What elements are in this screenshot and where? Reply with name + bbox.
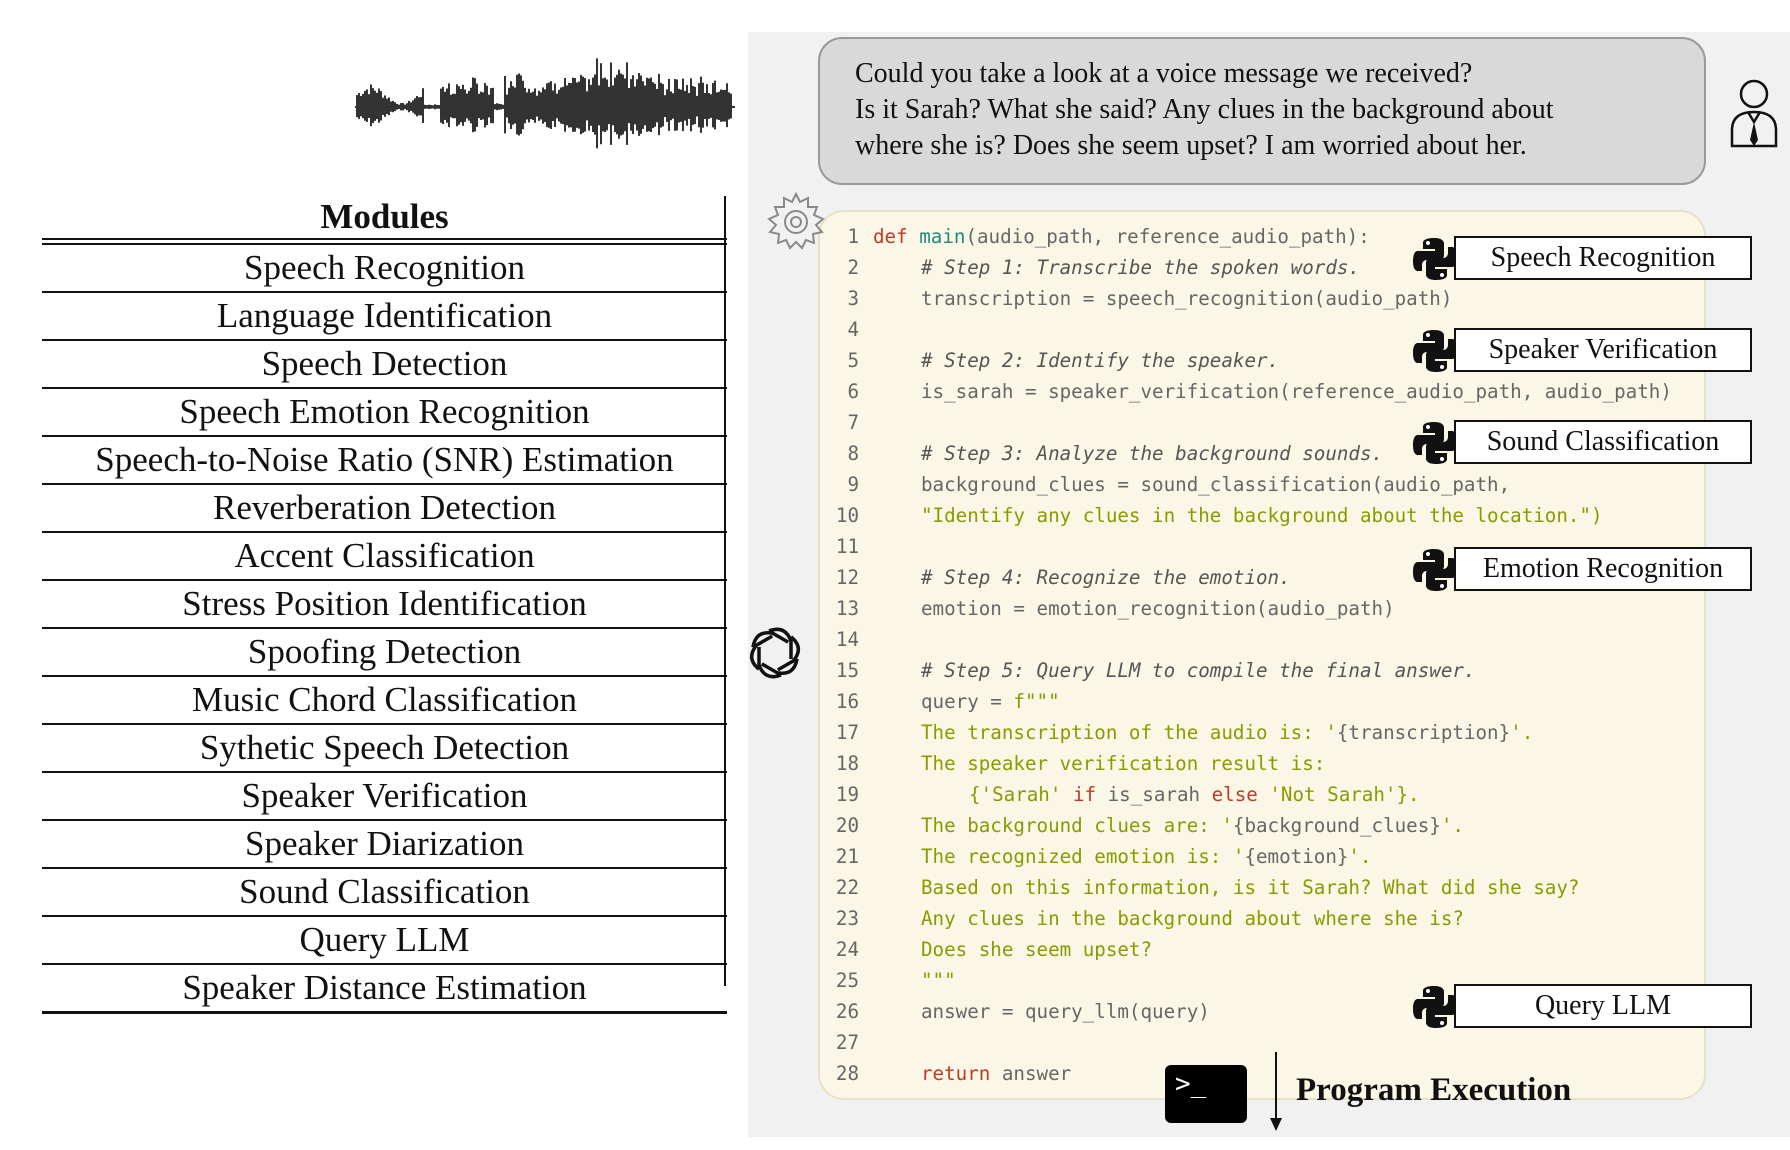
code-line — [835, 562, 1291, 593]
code-comment: # Step 5: Query LLM to compile the final answer. — [921, 659, 1476, 682]
code-text: is_sarah = speaker_verification(reference_audio_path, audio_path) — [921, 380, 1672, 403]
modules-list — [42, 245, 727, 1014]
code-text: {transcription} — [1336, 721, 1511, 744]
module-row: Speech Recognition — [42, 245, 727, 293]
code-string: Any clues in the background about where she is? — [921, 907, 1464, 930]
line-number: 7 — [847, 411, 859, 434]
module-row: Reverberation Detection — [42, 485, 727, 533]
line-number: 23 — [835, 907, 859, 930]
code-line — [835, 283, 1452, 314]
line-number: 2 — [847, 256, 859, 279]
callout-speaker-verification — [1412, 328, 1757, 372]
code-line — [835, 934, 1152, 965]
code-comment: # Step 1: Transcribe the spoken words. — [921, 256, 1360, 279]
code-keyword: else — [1211, 783, 1258, 806]
line-number: 5 — [847, 349, 859, 372]
line-number: 3 — [847, 287, 859, 310]
line-number: 16 — [835, 690, 859, 713]
code-string: The background clues are: ' — [921, 814, 1233, 837]
code-string: f""" — [1013, 690, 1060, 713]
code-args: (audio_path, reference_audio_path): — [965, 225, 1370, 248]
code-text: emotion = emotion_recognition(audio_path) — [921, 597, 1395, 620]
callout-speech-recognition — [1412, 236, 1757, 280]
user-icon — [1728, 78, 1780, 148]
line-number: 14 — [835, 628, 859, 651]
line-number: 21 — [835, 845, 859, 868]
module-row: Speaker Verification — [42, 773, 727, 821]
line-number: 8 — [847, 442, 859, 465]
code-comment: # Step 3: Analyze the background sounds. — [921, 442, 1384, 465]
line-number: 9 — [847, 473, 859, 496]
code-text: query = — [921, 690, 1014, 713]
code-string: The transcription of the audio is: ' — [921, 721, 1337, 744]
code-text: {background_clues} — [1232, 814, 1441, 837]
module-row: Sound Classification — [42, 869, 727, 917]
code-line — [835, 903, 1464, 934]
code-string: Based on this information, is it Sarah? What did she say? — [921, 876, 1580, 899]
line-number: 20 — [835, 814, 859, 837]
line-number: 17 — [835, 721, 859, 744]
code-line — [835, 593, 1395, 624]
query-line: Is it Sarah? What she said? Any clues in the background about — [855, 94, 1554, 125]
module-row: Speaker Diarization — [42, 821, 727, 869]
code-keyword: if — [1072, 783, 1097, 806]
module-row: Accent Classification — [42, 533, 727, 581]
python-logo-icon — [1412, 547, 1458, 593]
module-row: Query LLM — [42, 917, 727, 965]
line-number: 28 — [835, 1062, 859, 1085]
program-execution-label: Program Execution — [1296, 1072, 1572, 1108]
callout-query-llm — [1412, 984, 1757, 1028]
code-line — [835, 779, 1420, 810]
code-string: "Identify any clues in the background about the location.") — [921, 504, 1603, 527]
code-line — [835, 810, 1464, 841]
line-number: 26 — [835, 1000, 859, 1023]
line-number: 11 — [835, 535, 859, 558]
code-line — [835, 841, 1372, 872]
code-line — [835, 996, 1210, 1027]
code-string: '. — [1348, 845, 1372, 868]
code-keyword: def — [873, 225, 908, 248]
code-text: background_clues = sound_classification(audio_path, — [921, 473, 1511, 496]
code-comment: # Step 4: Recognize the emotion. — [921, 566, 1291, 589]
code-line — [835, 872, 1579, 903]
code-line — [835, 717, 1533, 748]
code-line — [835, 748, 1325, 779]
line-number: 6 — [847, 380, 859, 403]
code-string: The recognized emotion is: ' — [921, 845, 1245, 868]
line-number: 4 — [847, 318, 859, 341]
code-string: {'Sarah' — [969, 783, 1073, 806]
module-row: Spoofing Detection — [42, 629, 727, 677]
python-logo-icon — [1412, 328, 1458, 374]
gear-icon — [764, 190, 828, 254]
header-divider — [42, 238, 727, 245]
callout-label: Emotion Recognition — [1454, 547, 1752, 591]
module-row: Speech Detection — [42, 341, 727, 389]
code-line — [835, 686, 1060, 717]
terminal-glyph: >_ — [1175, 1069, 1207, 1099]
line-number: 15 — [835, 659, 859, 682]
table-right-border — [724, 196, 726, 986]
line-number: 25 — [835, 969, 859, 992]
query-line: Could you take a look at a voice message we received? — [855, 58, 1473, 89]
code-line — [835, 407, 859, 438]
code-line — [835, 1058, 1071, 1089]
openai-logo-icon — [744, 622, 806, 684]
module-row: Stress Position Identification — [42, 581, 727, 629]
callout-label: Sound Classification — [1454, 420, 1752, 464]
modules-title: Modules — [320, 197, 449, 236]
line-number: 19 — [835, 783, 859, 806]
code-string: '. — [1510, 721, 1534, 744]
line-number: 22 — [835, 876, 859, 899]
code-line — [835, 500, 1603, 531]
code-text: answer — [990, 1062, 1072, 1085]
query-line: where she is? Does she seem upset? I am worried about her. — [855, 130, 1527, 161]
code-line — [835, 252, 1360, 283]
down-arrow-icon — [1268, 1052, 1284, 1132]
callout-label: Query LLM — [1454, 984, 1752, 1028]
code-text: answer = query_llm(query) — [921, 1000, 1210, 1023]
line-number: 24 — [835, 938, 859, 961]
code-line — [835, 469, 1510, 500]
code-function: main — [919, 225, 966, 248]
python-logo-icon — [1412, 420, 1458, 466]
module-row: Speaker Distance Estimation — [42, 965, 727, 1014]
code-line — [835, 531, 859, 562]
module-row: Speech-to-Noise Ratio (SNR) Estimation — [42, 437, 727, 485]
line-number: 12 — [835, 566, 859, 589]
line-number: 18 — [835, 752, 859, 775]
module-row: Language Identification — [42, 293, 727, 341]
code-text: is_sarah — [1096, 783, 1212, 806]
callout-label: Speaker Verification — [1454, 328, 1752, 372]
user-query-text — [855, 56, 1670, 164]
callout-emotion-recognition — [1412, 547, 1757, 591]
line-number: 1 — [847, 225, 859, 248]
code-text: {emotion} — [1244, 845, 1349, 868]
code-line — [835, 965, 956, 996]
module-row: Speech Emotion Recognition — [42, 389, 727, 437]
code-keyword: return — [921, 1062, 991, 1085]
modules-table — [42, 196, 727, 1014]
code-string: """ — [921, 969, 956, 992]
python-logo-icon — [1412, 236, 1458, 282]
code-string: 'Not Sarah'}. — [1257, 783, 1420, 806]
code-text: transcription = speech_recognition(audio_path) — [921, 287, 1453, 310]
code-line — [835, 221, 1370, 252]
code-string: '. — [1440, 814, 1464, 837]
line-number: 27 — [835, 1031, 859, 1054]
module-row: Music Chord Classification — [42, 677, 727, 725]
terminal-icon — [1165, 1065, 1247, 1123]
line-number: 13 — [835, 597, 859, 620]
code-line — [835, 376, 1672, 407]
audio-waveform-icon — [355, 35, 735, 170]
code-line — [835, 438, 1383, 469]
code-line — [835, 624, 859, 655]
module-row: Sythetic Speech Detection — [42, 725, 727, 773]
line-number: 10 — [835, 504, 859, 527]
code-string: Does she seem upset? — [921, 938, 1153, 961]
code-line — [835, 314, 859, 345]
code-line — [835, 1027, 859, 1058]
code-line — [835, 655, 1476, 686]
code-line — [835, 345, 1279, 376]
python-logo-icon — [1412, 984, 1458, 1030]
code-string: The speaker verification result is: — [921, 752, 1326, 775]
code-comment: # Step 2: Identify the speaker. — [921, 349, 1280, 372]
callout-sound-classification — [1412, 420, 1757, 464]
callout-label: Speech Recognition — [1454, 236, 1752, 280]
